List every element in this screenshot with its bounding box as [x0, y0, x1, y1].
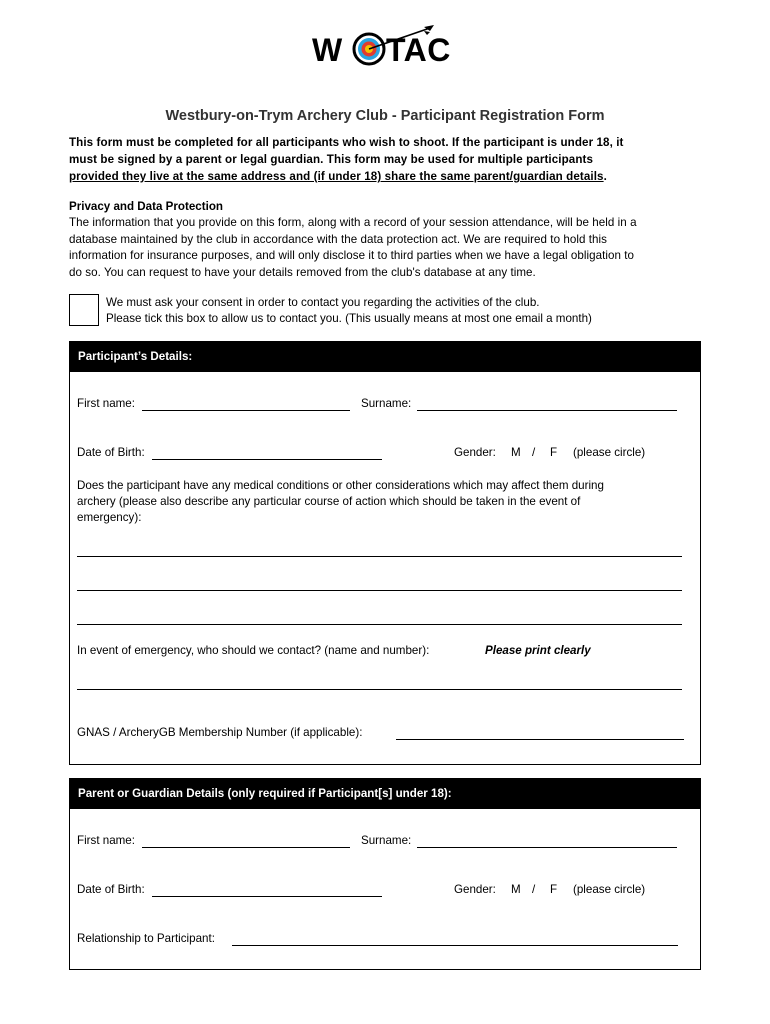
medical-answer-line[interactable] — [77, 556, 682, 557]
privacy-heading: Privacy and Data Protection — [69, 200, 223, 213]
guardian-gender-option-f[interactable]: F — [550, 883, 558, 896]
logo-letter-w: W — [312, 32, 343, 68]
form-intro — [69, 134, 709, 185]
dob-field[interactable] — [152, 459, 382, 460]
relationship-field[interactable] — [232, 945, 678, 946]
guardian-dob-label: Date of Birth: — [77, 883, 145, 896]
guardian-gender-hint: (please circle) — [573, 883, 646, 896]
privacy-text: The information that you provide on this form, along with a record of your session attendance, will be held in a database maintained by the club in accordance with the data protection act. We are required to hold this information for insurance purposes, and will only disclose it to third parties when we have a legal obligation to do so. You can request to have your details removed from the club's database at any time. — [69, 216, 637, 279]
gender-option-m[interactable]: M — [511, 446, 521, 459]
gender-label: Gender: — [454, 446, 496, 459]
medical-answer-line[interactable] — [77, 624, 682, 625]
intro-underlined-text: provided they live at the same address and (if under 18) share the same parent/guardian details — [69, 170, 604, 183]
guardian-gender-separator: / — [532, 883, 536, 896]
guardian-section — [69, 778, 701, 970]
medical-question: archery (please also describe any particular course of action which should be taken in the event of — [77, 495, 581, 508]
surname-label: Surname: — [361, 397, 412, 410]
medical-question: emergency): — [77, 511, 142, 524]
guardian-first-name-field[interactable] — [142, 847, 350, 848]
surname-field[interactable] — [417, 410, 677, 411]
guardian-gender-label: Gender: — [454, 883, 496, 896]
relationship-label: Relationship to Participant: — [77, 932, 215, 945]
logo-letters-tac: TAC — [386, 32, 451, 68]
intro-line: provided they live at the same address and (if under 18) share the same parent/guardian details. — [69, 170, 607, 183]
consent-text: We must ask your consent in order to contact you regarding the activities of the club. Please tick this box to allow us to contact you. (This usually means at most one email a month) — [106, 296, 592, 325]
club-logo — [312, 22, 458, 72]
emergency-contact-hint: Please print clearly — [485, 644, 591, 657]
form-title: Westbury-on-Trym Archery Club - Participant Registration Form — [165, 108, 605, 124]
intro-line: This form must be completed for all participants who wish to shoot. If the participant is under 18, it — [69, 136, 624, 149]
gender-option-f[interactable]: F — [550, 446, 558, 459]
gender-hint: (please circle) — [573, 446, 646, 459]
guardian-surname-label: Surname: — [361, 834, 412, 847]
participant-section-header: Participant’s Details: — [70, 342, 700, 372]
first-name-label: First name: — [77, 397, 135, 410]
participant-section — [69, 341, 701, 765]
dob-label: Date of Birth: — [77, 446, 145, 459]
guardian-section-header: Parent or Guardian Details (only required if Participant[s] under 18): — [70, 779, 700, 809]
guardian-first-name-label: First name: — [77, 834, 135, 847]
guardian-dob-field[interactable] — [152, 896, 382, 897]
membership-number-field[interactable] — [396, 739, 684, 740]
intro-line: must be signed by a parent or legal guardian. This form may be used for multiple participants — [69, 153, 594, 166]
guardian-gender-option-m[interactable]: M — [511, 883, 521, 896]
first-name-field[interactable] — [142, 410, 350, 411]
membership-number-label: GNAS / ArcheryGB Membership Number (if applicable): — [77, 726, 363, 739]
logo-graphic — [312, 22, 458, 72]
guardian-surname-field[interactable] — [417, 847, 677, 848]
medical-question: Does the participant have any medical conditions or other considerations which may affect them during — [77, 479, 604, 492]
emergency-contact-label: In event of emergency, who should we contact? (name and number): — [77, 644, 430, 657]
gender-separator: / — [532, 446, 536, 459]
medical-answer-line[interactable] — [77, 590, 682, 591]
consent-checkbox[interactable] — [69, 294, 99, 326]
emergency-contact-field[interactable] — [77, 689, 682, 690]
